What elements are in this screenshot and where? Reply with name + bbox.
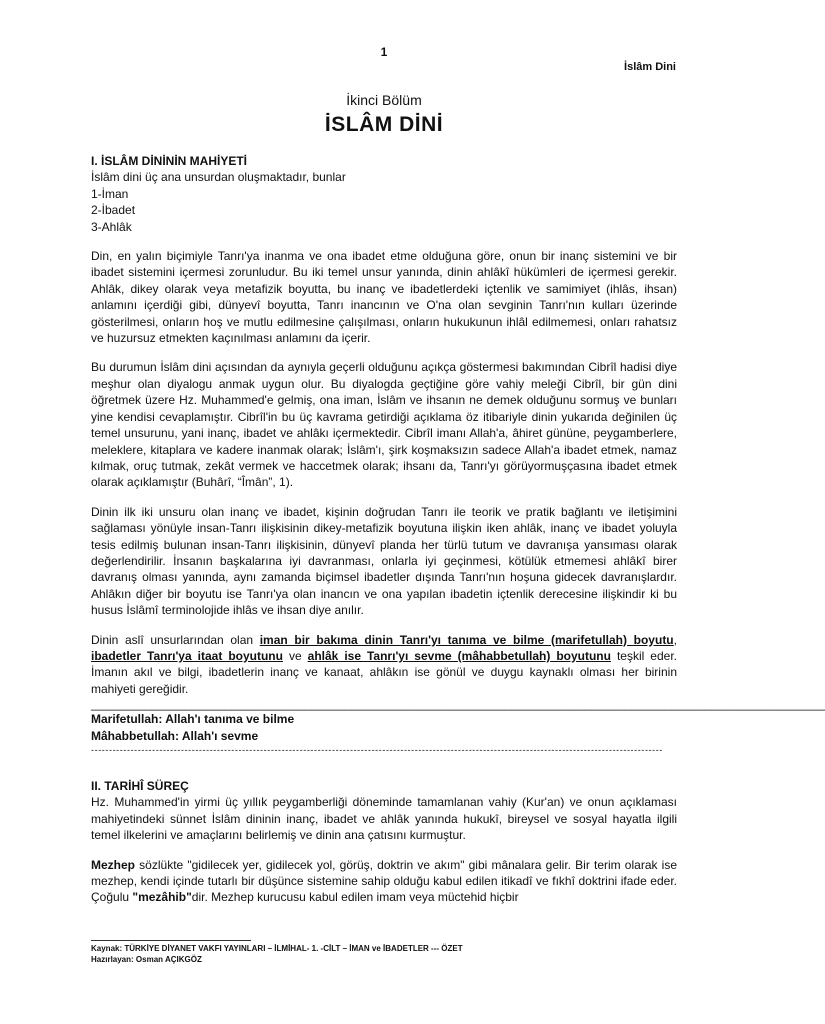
list-item: 2-İbadet bbox=[91, 203, 136, 218]
term-span: "mezâhib" bbox=[132, 890, 192, 905]
text-span: dir. Mezhep kurucusu kabul edilen imam veya müctehid hiçbir bbox=[191, 890, 519, 905]
text-span: , bbox=[673, 632, 677, 647]
footer-author: Hazırlayan: Osman AÇIKGÖZ bbox=[91, 955, 202, 964]
emphasis-span: iman bir bakıma dinin Tanrı'yı tanıma ve bilme (marifetullah) boyutu bbox=[259, 632, 674, 647]
paragraph-emphasis bbox=[91, 632, 677, 698]
document-body bbox=[91, 153, 825, 906]
section-heading-1: I. İSLÂM DİNİNİN MAHİYETİ bbox=[91, 154, 247, 168]
text-span: sözlükte "gidilecek yer, gidilecek yol, görüş, doktrin ve akım" gibi mânalara gelir. Bir terim olarak ise mezhep, kendi içinde tutarlı bir düşünce sistemine sahip olduğu kabul edilen itikadî ve fıkhî doktrini ifade eder. Çoğulu bbox=[91, 857, 677, 905]
page-footer bbox=[91, 940, 677, 965]
text-span: teşkil eder. İmanın akıl ve bilgi, ibadetlerin inanç ve kanaat, ahlâkın ise gönül ve duygu kaynaklı olması her birinin mahiyeti gereğidir. bbox=[91, 648, 677, 696]
paragraph: Dinin ilk iki unsuru olan inanç ve ibadet, kişinin doğrudan Tanrı ile teorik ve pratik bağlantı ve iletişimini sağlaması yönüyle insan-Tanrı ilişkisinin dikey-metafizik boyutuna ilişkin iken ahlâk, inanç ve ibadet yoluyla tesis edilmiş bulunan insan-Tanrı ilişkisinin, dünyevî planda her türlü tutum ve davranışa yansıması olarak değerlendirilir. İnsanın başkalarına iyi davranması, onlarla iyi geçinmesi, kötülük etmemesi ahlâkî birer davranış olması yanında, aynı zamanda biçimsel ibadetler dışında Tanrı'nın hoşuna gidecek davranışlardır. Ahlâkın diğer bir boyutu ise Tanrı'ya olan inancın ve ona yapılan ibadetin içtenlik derecesine ilişkindir ki bu husus İslâmî terminolojide ihlâs ve ihsan diye anılır. bbox=[91, 504, 677, 618]
text-span: ve bbox=[282, 648, 308, 663]
definition: Mâhabbetullah: Allah'ı sevme bbox=[91, 728, 259, 743]
emphasis-span: ahlâk ise Tanrı'yı sevme (mâhabbetullah) boyutunu bbox=[307, 648, 611, 663]
definition: Marifetullah: Allah'ı tanıma ve bilme bbox=[91, 712, 295, 727]
separator-rule: ______________________________________________________________________________________________________________ bbox=[91, 697, 825, 712]
paragraph: Bu durumun İslâm dini açısından da aynıyla geçerli olduğunu açıkça göstermesi bakımından Cibrîl hadisi diye meşhur olan diyalogu anmak uygun olur. Bu diyalogda geçtiğine göre vahiy meleği Cibrîl, bir gün dini öğretmek üzere Hz. Muhammed'e gelmiş, ona iman, İslâm ve ihsanın ne demek olduğunu sormuş ve bunları yine kendisi cevaplamıştır. Cibrîl'in bu üç kavrama getirdiği açıklama öz itibariyle dinin yukarıda değinilen üç temel unsurunu, yani inanç, ibadet ve ahlâkı içermektedir. Cibrîl imanı Allah'a, âhiret gününe, peygamberlere, meleklere, kitaplara ve kadere inanmak olarak; İslâm'ı, şirk koşmaksızın sadece Allah'a ibadet etmek, namaz kılmak, oruç tutmak, zekât vermek ve haccetmek olarak; ihsanı da, Tanrı'yı görüyormuşçasına ibadet etmek olarak açıklamıştır (Buhârî, “Îmân”, 1). bbox=[91, 360, 677, 490]
paragraph: Din, en yalın biçimiyle Tanrı'ya inanma ve ona ibadet etme olduğuna göre, onun bir inanç sistemini ve bir ibadet sistemini içermesi zorunludur. Bu iki temel unsur yanında, dinin ahlâkî hükümleri de içermesi gerekir. Ahlâk, dikey olarak veya metafizik boyutta, bu inanç ve ibadetlerdeki içtenlik ve samimiyet (ihlâs, ihsan) anlamını içerdiği gibi, dünyevî boyutta, Tanrı inancının ve O'na olan sevginin Tanrı'nın kulları üzerinde gösterilmesi, onların hoş ve mutlu edilmesine çalışılması, onların hukukunun ihlâl edilmemesi, onları rahatsız ve huzursuz etmekten kaçınılması anlamını da içerir. bbox=[91, 249, 677, 346]
page-title: İSLÂM DİNİ bbox=[324, 113, 444, 136]
text-span: Dinin aslî unsurlarından olan bbox=[91, 632, 260, 647]
section-heading-2: II. TARİHÎ SÜREÇ bbox=[91, 779, 189, 793]
footer-divider bbox=[91, 940, 251, 941]
list-item: 3-Ahlâk bbox=[91, 219, 132, 234]
chapter-label: İkinci Bölüm bbox=[346, 92, 422, 108]
term-span: Mezhep bbox=[91, 857, 136, 872]
running-title: İslâm Dini bbox=[624, 61, 676, 73]
emphasis-span: ibadetler Tanrı'ya itaat boyutunu bbox=[91, 648, 283, 663]
paragraph: Hz. Muhammed'in yirmi üç yıllık peygamberliği döneminde tamamlanan vahiy (Kur'an) ve onun açıklaması mahiyetindeki sünnet İslâm dininin inanç, ibadet ve ahlâk yanında hukukî, bireysel ve sosyal hayatla ilgili temel ilkelerini ve amaçlarını belirlemiş ve dinin ana çatısını kurmuştur. bbox=[91, 795, 677, 843]
footer-source: Kaynak: TÜRKİYE DİYANET VAKFI YAYINLARI – İLMİHAL- 1. -CİLT – İMAN ve İBADETLER --- ÖZET bbox=[91, 944, 463, 953]
paragraph bbox=[91, 857, 677, 906]
separator-dashes: --------------------------------------------------------------------------------------------------------------------------------------------------------------- bbox=[91, 745, 663, 755]
section-intro: İslâm dini üç ana unsurdan oluşmaktadır, bunlar bbox=[91, 170, 346, 185]
list-item: 1-İman bbox=[91, 186, 129, 201]
page-number: 1 bbox=[380, 45, 388, 59]
